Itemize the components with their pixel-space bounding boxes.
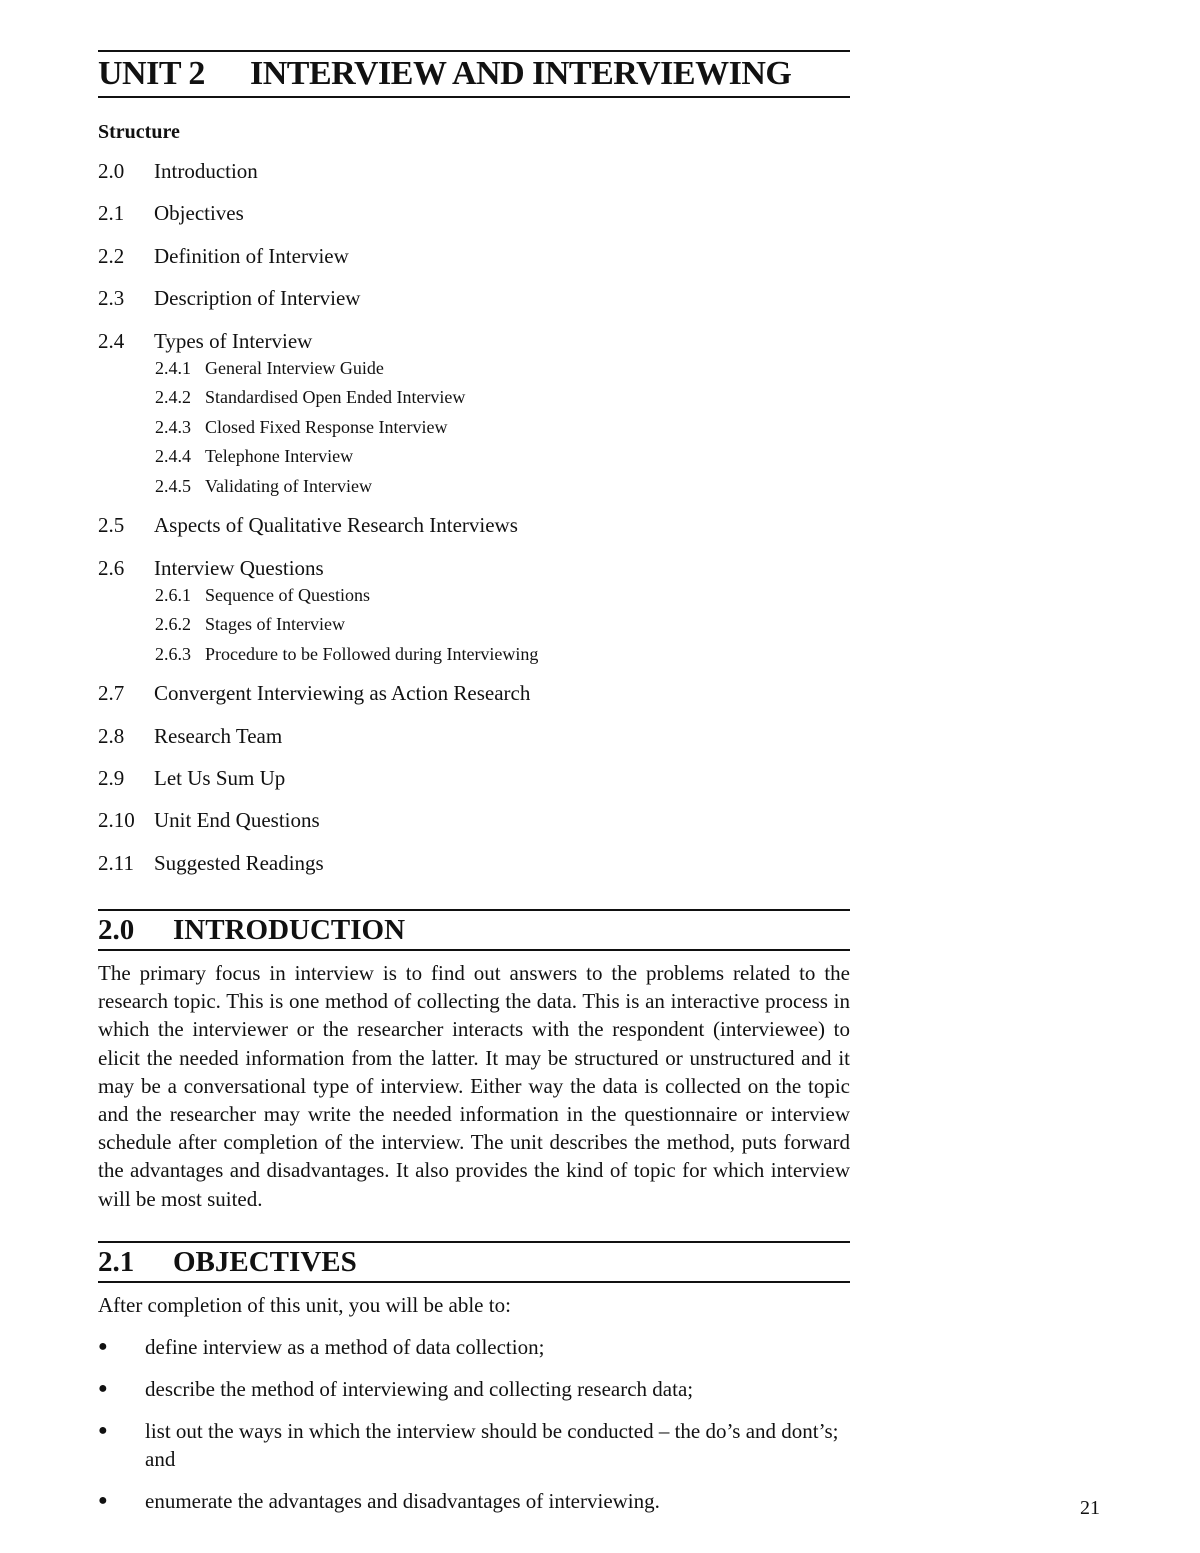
- toc-item-label: Types of Interview: [154, 328, 313, 353]
- toc-item: [98, 199, 850, 227]
- toc-subitem-number: 2.4.2: [155, 387, 191, 408]
- toc-subgroup: [98, 357, 850, 497]
- toc-item-number: 2.7: [98, 681, 125, 706]
- toc-subitem-label: Telephone Interview: [205, 446, 354, 467]
- list-item-text: list out the ways in which the interview should be conducted – the do’s and dont’s; and: [145, 1419, 839, 1472]
- toc-item-number: 2.1: [98, 201, 125, 226]
- toc-subitem-number: 2.4.5: [155, 475, 191, 496]
- toc-item-label: Objectives: [154, 201, 244, 226]
- toc-item-number: 2.11: [98, 850, 134, 875]
- toc-item-number: 2.4: [98, 328, 125, 353]
- bullet-icon: ●: [98, 1492, 108, 1510]
- toc-item-label: Introduction: [154, 159, 258, 183]
- toc-item: [98, 327, 850, 355]
- section-bottom-rule: [98, 1281, 850, 1283]
- toc-item-label: Suggested Readings: [154, 850, 324, 875]
- toc-subitem-label: General Interview Guide: [205, 357, 384, 378]
- section-number: 2.1: [98, 1246, 135, 1278]
- list-item: [98, 1487, 850, 1515]
- introduction-paragraph: The primary focus in interview is to find out answers to the problems related to the research topic. This is one method of collecting the data. This is an interactive process in which the interviewer or the researcher interacts with the respondent (interviewee) to elicit the needed information from the latter. It may be structured or unstructured and it may be a conversational type of interview. Either way the data is collected on the topic and the researcher may write the needed information in the questionnaire or interview schedule after completion of the interview. The unit describes the method, puts forward the advantages and disadvantages. It also provides the kind of topic for which interview will be most suited.: [98, 961, 850, 1211]
- unit-title: [98, 52, 850, 96]
- toc-item-label: Research Team: [154, 723, 283, 748]
- toc-item-number: 2.6: [98, 555, 125, 580]
- toc-item: [98, 511, 850, 539]
- list-item-text: describe the method of interviewing and collecting research data;: [145, 1377, 694, 1402]
- section-bottom-rule: [98, 949, 850, 951]
- toc-subitem: [98, 445, 850, 467]
- toc-subitem: [98, 416, 850, 438]
- unit-number: UNIT 2: [98, 55, 205, 92]
- toc-item-number: 2.5: [98, 513, 125, 538]
- toc-subitem: [98, 584, 850, 606]
- structure: [98, 117, 850, 877]
- bullet-icon: ●: [98, 1338, 108, 1356]
- list-item: [98, 1333, 850, 1361]
- page-number: 21: [1080, 1497, 1100, 1519]
- toc-item-number: 2.10: [98, 808, 135, 833]
- toc-subitem-number: 2.6.1: [155, 584, 191, 605]
- toc-item-label: Let Us Sum Up: [154, 766, 286, 791]
- toc-subitem-number: 2.6.2: [155, 614, 191, 635]
- toc-subitem-label: Procedure to be Followed during Interviewing: [205, 643, 539, 664]
- toc-subitem-number: 2.4.3: [155, 416, 191, 437]
- toc-subitem-label: Closed Fixed Response Interview: [205, 416, 448, 437]
- toc-item-number: 2.0: [98, 159, 125, 183]
- bullet-icon: ●: [98, 1422, 108, 1440]
- toc-subitem: [98, 475, 850, 497]
- toc-item-label: Unit End Questions: [154, 808, 320, 833]
- unit-header: [98, 50, 850, 98]
- toc-item: [98, 242, 850, 270]
- toc-item-label: Convergent Interviewing as Action Research: [154, 681, 531, 706]
- toc-subitem-number: 2.4.4: [155, 446, 191, 467]
- list-item: [98, 1417, 850, 1473]
- toc-subitem: [98, 386, 850, 408]
- toc-subitem-label: Validating of Interview: [205, 475, 372, 496]
- toc-item-number: 2.3: [98, 286, 125, 311]
- toc-item: [98, 679, 850, 707]
- section-title: [98, 911, 850, 949]
- section-title-text: INTRODUCTION: [173, 914, 406, 946]
- toc-item: [98, 806, 850, 834]
- list-item-text: define interview as a method of data collection;: [145, 1335, 545, 1360]
- section-number: 2.0: [98, 914, 135, 946]
- toc-item-number: 2.8: [98, 723, 125, 748]
- toc-subitem: [98, 357, 850, 379]
- toc-subgroup: [98, 584, 850, 665]
- objectives-lead: After completion of this unit, you will be able to:: [98, 1293, 511, 1317]
- objectives-list: [98, 1333, 850, 1515]
- toc-item-label: Description of Interview: [154, 286, 361, 311]
- toc-item: [98, 849, 850, 877]
- toc-item-number: 2.9: [98, 766, 125, 791]
- toc-item-number: 2.2: [98, 243, 125, 268]
- toc-subitem-label: Sequence of Questions: [205, 584, 370, 605]
- section-title: [98, 1243, 850, 1281]
- toc-subitem: [98, 613, 850, 635]
- toc-item: [98, 284, 850, 312]
- toc-item: [98, 554, 850, 582]
- toc-item: [98, 157, 850, 185]
- toc-subitem-number: 2.4.1: [155, 357, 191, 378]
- toc-item-label: Interview Questions: [154, 555, 324, 580]
- toc-item: [98, 722, 850, 750]
- list-item-text: enumerate the advantages and disadvantages of interviewing.: [145, 1489, 660, 1514]
- section-title-text: OBJECTIVES: [173, 1246, 357, 1278]
- bullet-icon: ●: [98, 1380, 108, 1398]
- objectives-section: [98, 1241, 850, 1515]
- toc-subitem-label: Stages of Interview: [205, 614, 345, 635]
- introduction-section: [98, 909, 850, 1213]
- toc-subitem-label: Standardised Open Ended Interview: [205, 387, 466, 408]
- toc-subitem: [98, 643, 850, 665]
- structure-heading: Structure: [98, 121, 180, 143]
- unit-title-text: INTERVIEW AND INTERVIEWING: [250, 55, 792, 92]
- toc-subitem-number: 2.6.3: [155, 643, 191, 664]
- toc-item: [98, 764, 850, 792]
- toc-item-label: Definition of Interview: [154, 243, 349, 268]
- toc-item-label: Aspects of Qualitative Research Interviews: [154, 513, 518, 538]
- list-item: [98, 1375, 850, 1403]
- unit-header-bottom-rule: [98, 96, 850, 98]
